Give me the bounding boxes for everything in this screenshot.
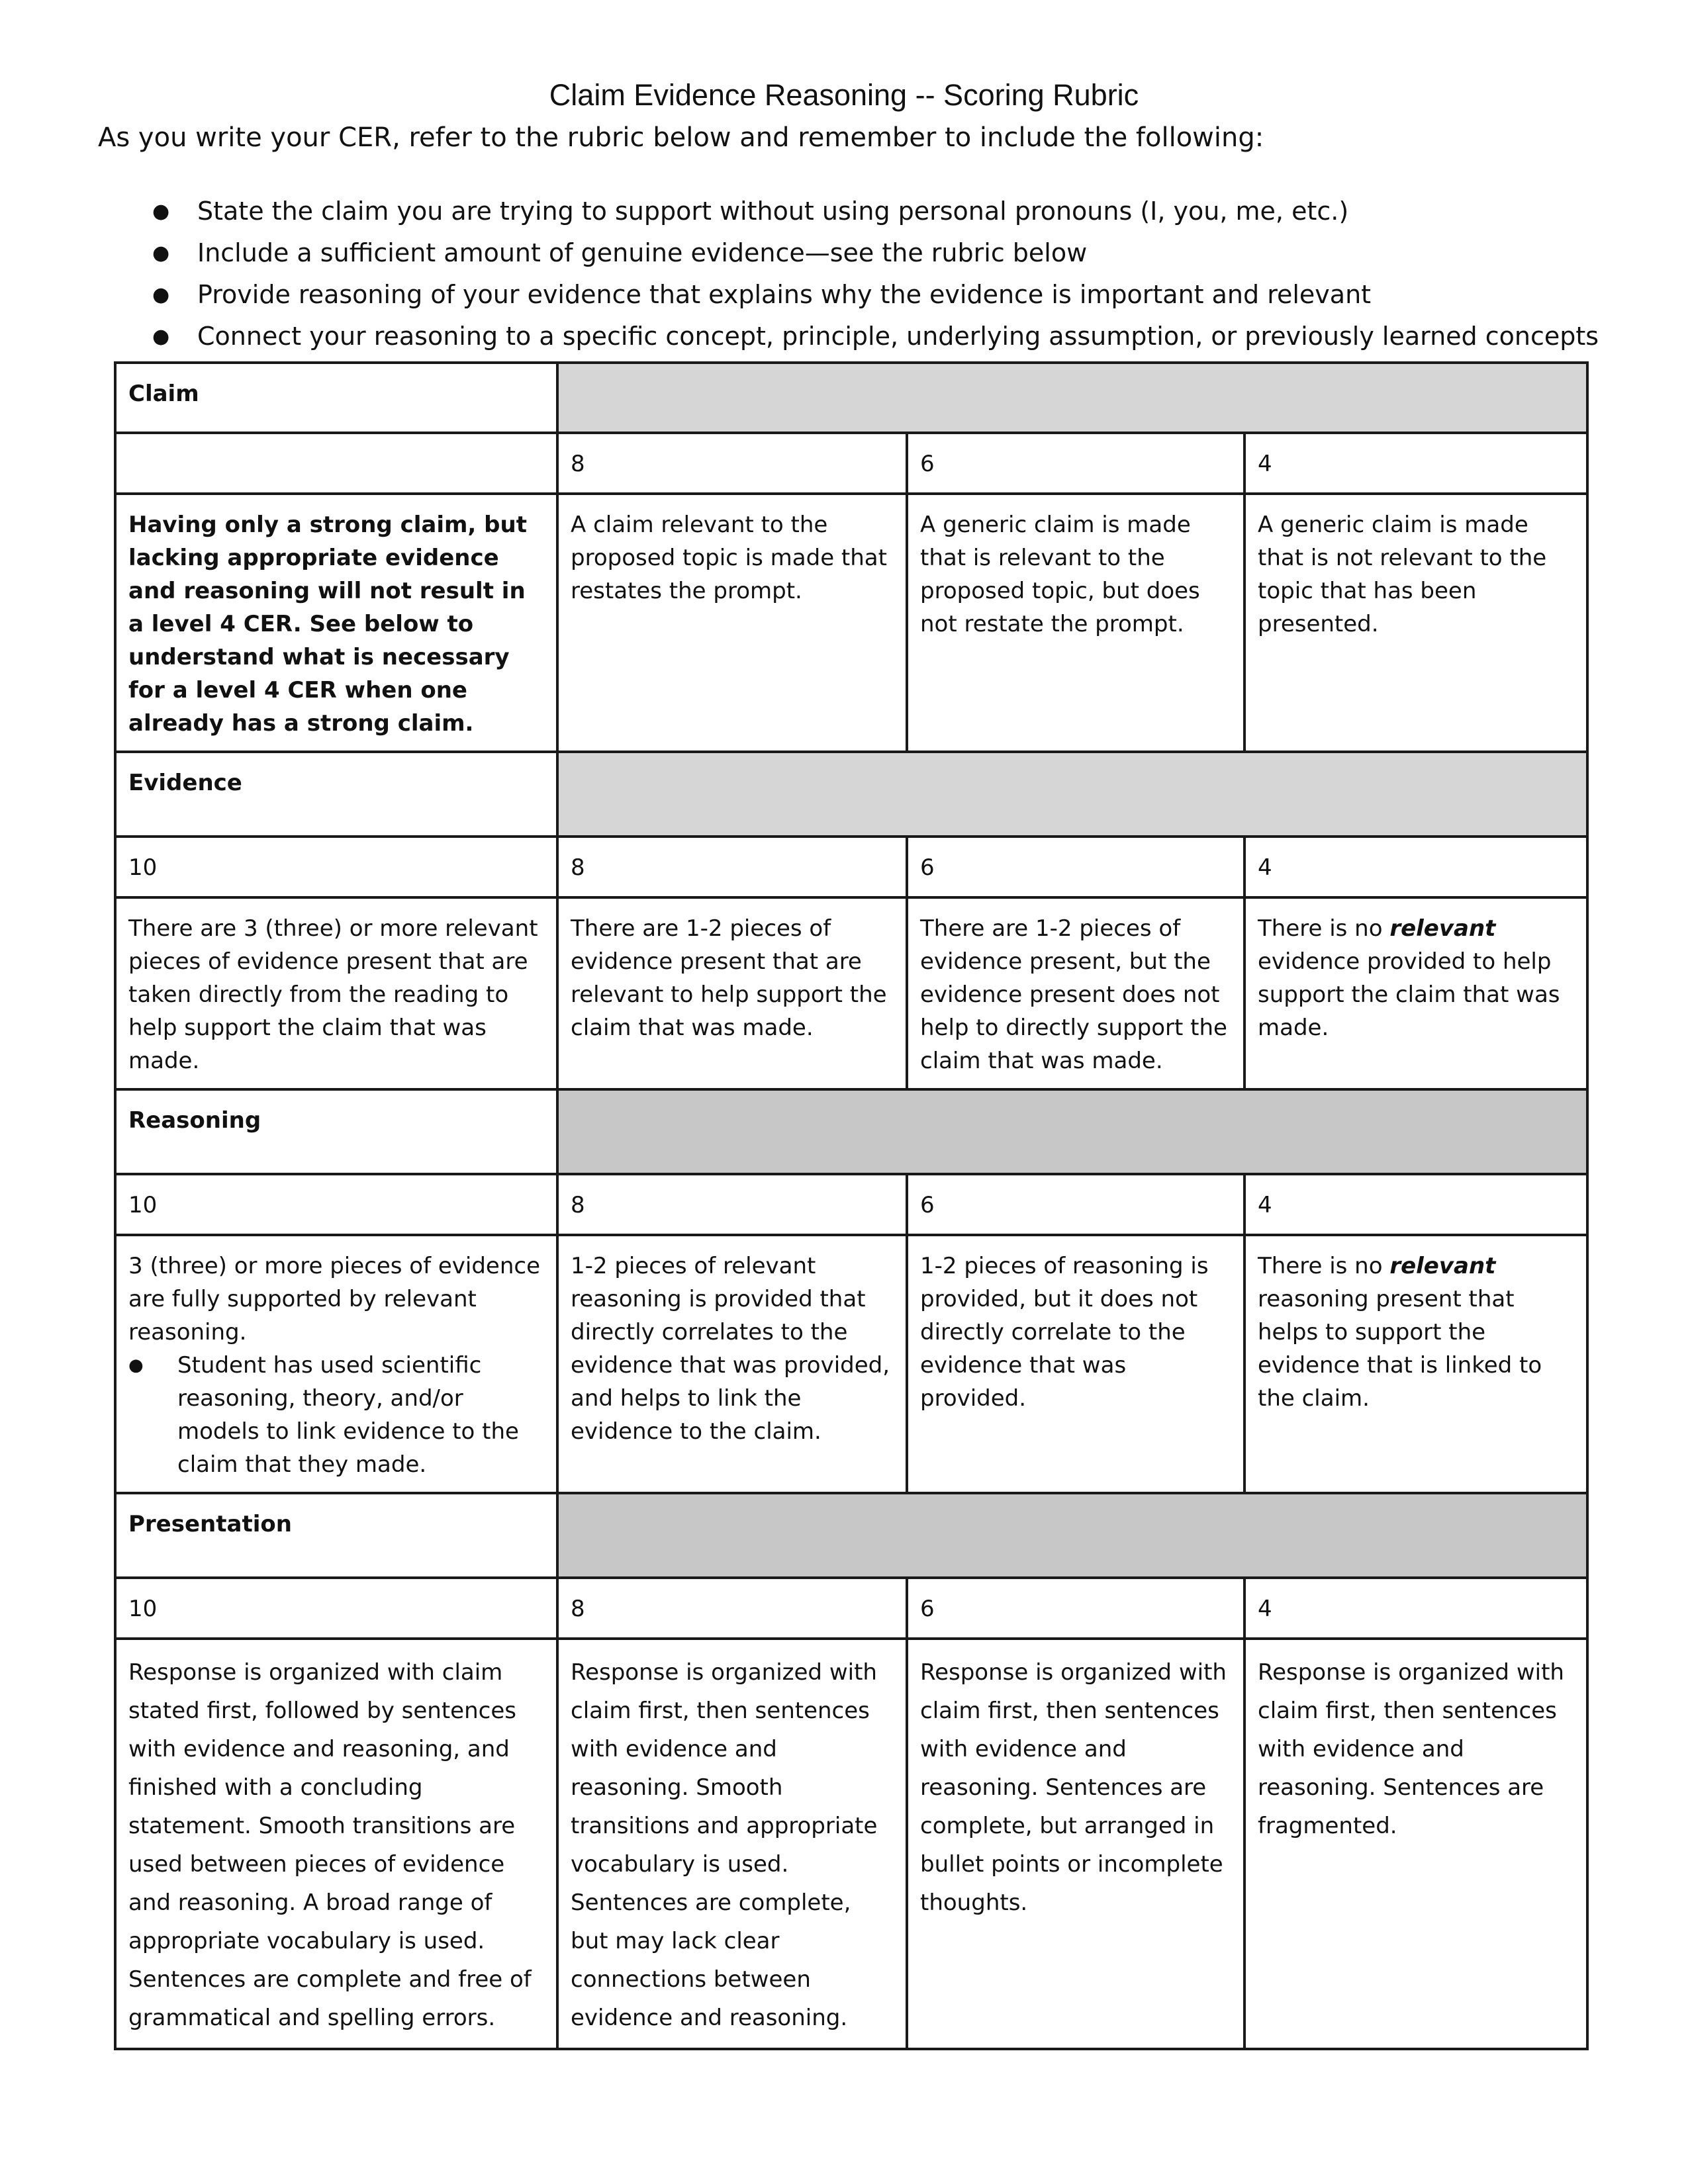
score-cell: 6 [907,1578,1244,1639]
desc-cell: There are 1-2 pieces of evidence present, but the evidence present does not help to directly support the claim that was made. [907,897,1244,1089]
desc-cell: Response is organized with claim stated first, followed by sentences with evidence and reasoning, and finished with a concluding statement. Smooth transitions are used between pieces of evidence and reasoning. A broad range of appropriate vocabulary is used. Sentences are complete and free of grammatical and spelling errors. [115,1639,557,2049]
desc-cell: Response is organized with claim first, then sentences with evidence and reasoning. Sentences are fragmented. [1244,1639,1587,2049]
instruction-item: ● Connect your reasoning to a specific concept, principle, underlying assumption, or previously learned concepts [98,316,1599,357]
desc-cell: Response is organized with claim first, then sentences with evidence and reasoning. Sentences are complete, but arranged in bullet points or incomplete thoughts. [907,1639,1244,2049]
score-cell: 4 [1244,1578,1587,1639]
score-cell: 4 [1244,1174,1587,1235]
instruction-item: ● State the claim you are trying to support without using personal pronouns (I, you, me, etc.) [98,191,1599,232]
score-cell [115,433,557,494]
score-cell: 8 [557,1578,907,1639]
category-label: Evidence [115,752,557,837]
shaded-cell [557,752,1587,837]
category-label: Presentation [115,1493,557,1578]
desc-text: There is no [1258,1253,1390,1279]
score-cell: 6 [907,837,1244,897]
score-cell: 6 [907,433,1244,494]
shaded-cell [557,1089,1587,1174]
score-cell: 8 [557,433,907,494]
desc-cell: A claim relevant to the proposed topic is made that restates the prompt. [557,494,907,752]
desc-cell [115,1235,557,1493]
category-label: Claim [115,363,557,433]
shaded-cell [557,1493,1587,1578]
page-title: Claim Evidence Reasoning -- Scoring Rubric [549,78,1139,112]
desc-cell: A generic claim is made that is relevant to the proposed topic, but does not restate the prompt. [907,494,1244,752]
reasoning-header-row [115,1089,1587,1174]
score-cell: 8 [557,1174,907,1235]
score-cell: 10 [115,1578,557,1639]
desc-cell: 1-2 pieces of reasoning is provided, but it does not directly correlate to the evidence that was provided. [907,1235,1244,1493]
instruction-item: ● Provide reasoning of your evidence that explains why the evidence is important and relevant [98,274,1599,316]
claim-header-row [115,363,1587,433]
presentation-score-row [115,1578,1587,1639]
desc-cell: 1-2 pieces of relevant reasoning is provided that directly correlates to the evidence that was provided, and helps to link the evidence to the claim. [557,1235,907,1493]
evidence-score-row [115,837,1587,897]
claim-note: Having only a strong claim, but lacking appropriate evidence and reasoning will not result in a level 4 CER. See below to understand what is necessary for a level 4 CER when one already has a strong claim. [115,494,557,752]
claim-score-row [115,433,1587,494]
score-cell: 8 [557,837,907,897]
reasoning-score-row [115,1174,1587,1235]
score-cell: 4 [1244,837,1587,897]
evidence-desc-row [115,897,1587,1089]
desc-cell: There are 3 (three) or more relevant pieces of evidence present that are taken directly from the reading to help support the claim that was made. [115,897,557,1089]
presentation-header-row [115,1493,1587,1578]
emphasis-text: relevant [1389,915,1496,942]
desc-text: 3 (three) or more pieces of evidence are fully supported by relevant reasoning. [128,1253,540,1345]
category-label: Reasoning [115,1089,557,1174]
instruction-item: ● Include a sufficient amount of genuine evidence—see the rubric below [98,232,1599,274]
desc-cell [1244,1235,1587,1493]
emphasis-text: relevant [1389,1253,1496,1279]
desc-cell: A generic claim is made that is not relevant to the topic that has been presented. [1244,494,1587,752]
rubric-table [114,361,1589,2050]
reasoning-desc-row [115,1235,1587,1493]
intro-text: As you write your CER, refer to the rubric below and remember to include the following: [98,122,1264,153]
desc-text: evidence provided to help support the claim that was made. [1258,948,1560,1041]
instruction-list [98,191,1599,357]
shaded-cell [557,363,1587,433]
score-cell: 4 [1244,433,1587,494]
score-cell: 6 [907,1174,1244,1235]
desc-text: reasoning present that helps to support the evidence that is linked to the claim. [1258,1286,1542,1412]
desc-cell [1244,897,1587,1089]
score-cell: 10 [115,837,557,897]
sub-list-item: ● Student has used scientific reasoning, theory, and/or models to link evidence to the claim that they made. [177,1349,544,1481]
sub-list [128,1349,544,1481]
claim-desc-row [115,494,1587,752]
desc-cell: There are 1-2 pieces of evidence present that are relevant to help support the claim that was made. [557,897,907,1089]
desc-cell: Response is organized with claim first, then sentences with evidence and reasoning. Smooth transitions and appropriate vocabulary is used. Sentences are complete, but may lack clear connections between evidence and reasoning. [557,1639,907,2049]
desc-text: There is no [1258,915,1390,942]
score-cell: 10 [115,1174,557,1235]
evidence-header-row [115,752,1587,837]
presentation-desc-row [115,1639,1587,2049]
